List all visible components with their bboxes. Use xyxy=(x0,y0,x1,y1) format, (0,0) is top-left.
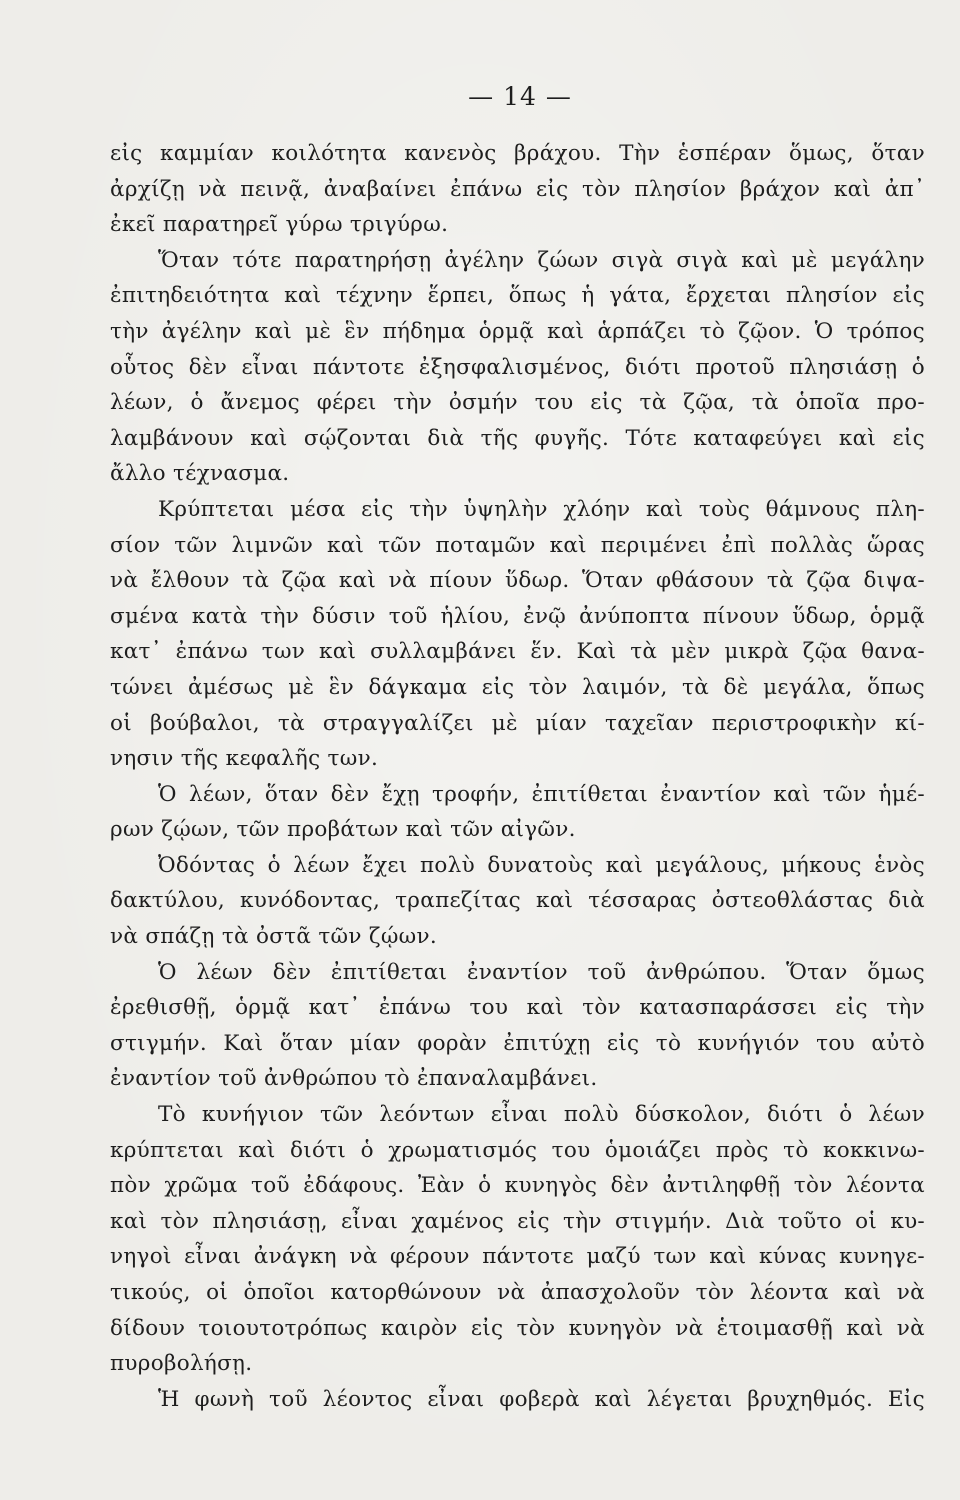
text-line: ἐναντίον τοῦ ἀνθρώπου τὸ ἐπαναλαμβάνει. xyxy=(110,1066,598,1092)
text-line: κατ᾿ ἐπάνω των καὶ συλλαμβάνει ἕν. Καὶ τὰ μὲν μικρὰ ζῷα θανα- xyxy=(110,639,925,665)
text-line: ρων ζῴων, τῶν προβάτων καὶ τῶν αἰγῶν. xyxy=(110,817,576,843)
text-line: Ὅταν τότε παρατηρήσῃ ἀγέλην ζώων σιγὰ σιγὰ καὶ μὲ μεγάλην xyxy=(158,247,925,273)
text-line: τώνει ἀμέσως μὲ ἓν δάγκαμα εἰς τὸν λαιμόν, τὰ δὲ μεγάλα, ὅπως xyxy=(110,674,925,700)
text-line: τικούς, οἱ ὁποῖοι κατορθώνουν νὰ ἀπασχολοῦν τὸν λέοντα καὶ νὰ xyxy=(110,1280,925,1305)
text-line: κρύπτεται καὶ διότι ὁ χρωματισμός του ὁμοιάζει πρὸς τὸ κοκκινω- xyxy=(110,1137,925,1163)
text-line: νὰ σπάζῃ τὰ ὀστᾶ τῶν ζῴων. xyxy=(110,924,437,950)
text-line: καὶ τὸν πλησιάσῃ, εἶναι χαμένος εἰς τὴν στιγμήν. Διὰ τοῦτο οἱ κυ- xyxy=(110,1208,925,1234)
text-line: Ὀδόντας ὁ λέων ἔχει πολὺ δυνατοὺς καὶ μεγάλους, μήκους ἑνὸς xyxy=(158,852,925,878)
text-line: νὰ ἔλθουν τὰ ζῷα καὶ νὰ πίουν ὕδωρ. Ὅταν φθάσουν τὰ ζῷα διψα- xyxy=(110,568,925,594)
text-line: σίον τῶν λιμνῶν καὶ τῶν ποταμῶν καὶ περιμένει ἐπὶ πολλὰς ὥρας xyxy=(110,532,925,558)
text-line: οὗτος δὲν εἶναι πάντοτε ἐξησφαλισμένος, διότι προτοῦ πλησιάσῃ ὁ xyxy=(110,354,925,380)
text-line: τὴν ἀγέλην καὶ μὲ ἓν πήδημα ὁρμᾷ καὶ ἁρπάζει τὸ ζῷον. Ὁ τρόπος xyxy=(110,318,925,344)
text-line: νησιν τῆς κεφαλῆς των. xyxy=(110,746,379,772)
text-line: Τὸ κυνήγιον τῶν λεόντων εἶναι πολὺ δύσκολον, διότι ὁ λέων xyxy=(158,1102,925,1128)
page-number: — 14 — xyxy=(468,82,572,111)
text-line: δίδουν τοιουτοτρόπως καιρὸν εἰς τὸν κυνηγὸν νὰ ἑτοιμασθῇ καὶ νὰ xyxy=(110,1315,925,1341)
text-line: οἱ βούβαλοι, τὰ στραγγαλίζει μὲ μίαν ταχεῖαν περιστροφικὴν κί- xyxy=(110,710,925,736)
text-line: δακτύλου, κυνόδοντας, τραπεζίτας καὶ τέσσαρας ὀστεοθλάστας διὰ xyxy=(110,888,925,914)
text-line: Ὁ λέων δὲν ἐπιτίθεται ἐναντίον τοῦ ἀνθρώπου. Ὅταν ὅμως xyxy=(158,959,925,985)
text-line: ἐπιτηδειότητα καὶ τέχνην ἕρπει, ὅπως ἡ γάτα, ἔρχεται πλησίον εἰς xyxy=(110,283,925,309)
text-line: νηγοὶ εἶναι ἀνάγκη νὰ φέρουν πάντοτε μαζύ των καὶ κύνας κυνηγε- xyxy=(110,1244,925,1270)
text-line: πὸν χρῶμα τοῦ ἐδάφους. Ἐὰν ὁ κυνηγὸς δὲν ἀντιληφθῇ τὸν λέοντα xyxy=(110,1173,925,1199)
text-line: ἐρεθισθῇ, ὁρμᾷ κατ᾿ ἐπάνω του καὶ τὸν κατασπαράσσει εἰς τὴν xyxy=(110,995,925,1021)
text-line: Ὁ λέων, ὅταν δὲν ἔχῃ τροφήν, ἐπιτίθεται ἐναντίον καὶ τῶν ἡμέ- xyxy=(158,781,925,807)
body-text xyxy=(110,136,925,1417)
text-line: Ἡ φωνὴ τοῦ λέοντος εἶναι φοβερὰ καὶ λέγεται βρυχηθμός. Εἰς xyxy=(158,1386,925,1412)
text-line: εἰς καμμίαν κοιλότητα κανενὸς βράχου. Τὴν ἑσπέραν ὅμως, ὅταν xyxy=(110,141,925,166)
text-line: σμένα κατὰ τὴν δύσιν τοῦ ἡλίου, ἐνῷ ἀνύποπτα πίνουν ὕδωρ, ὁρμᾷ xyxy=(110,603,925,629)
text-line: Κρύπτεται μέσα εἰς τὴν ὑψηλὴν χλόην καὶ τοὺς θάμνους πλη- xyxy=(158,496,925,522)
text-line: ἐκεῖ παρατηρεῖ γύρω τριγύρω. xyxy=(110,212,449,238)
text-line: ἄλλο τέχνασμα. xyxy=(110,461,290,487)
text-line: λέων, ὁ ἄνεμος φέρει τὴν ὀσμήν του εἰς τὰ ζῷα, τὰ ὁποῖα προ- xyxy=(110,390,925,416)
text-line: λαμβάνουν καὶ σῴζονται διὰ τῆς φυγῆς. Τότε καταφεύγει καὶ εἰς xyxy=(110,425,925,451)
text-line: ἀρχίζῃ νὰ πεινᾷ, ἀναβαίνει ἐπάνω εἰς τὸν πλησίον βράχον καὶ ἀπ᾿ xyxy=(110,176,925,202)
text-line: στιγμήν. Καὶ ὅταν μίαν φορὰν ἐπιτύχῃ εἰς τὸ κυνήγιόν του αὐτὸ xyxy=(110,1030,925,1056)
text-line: πυροβολήσῃ. xyxy=(110,1351,253,1377)
